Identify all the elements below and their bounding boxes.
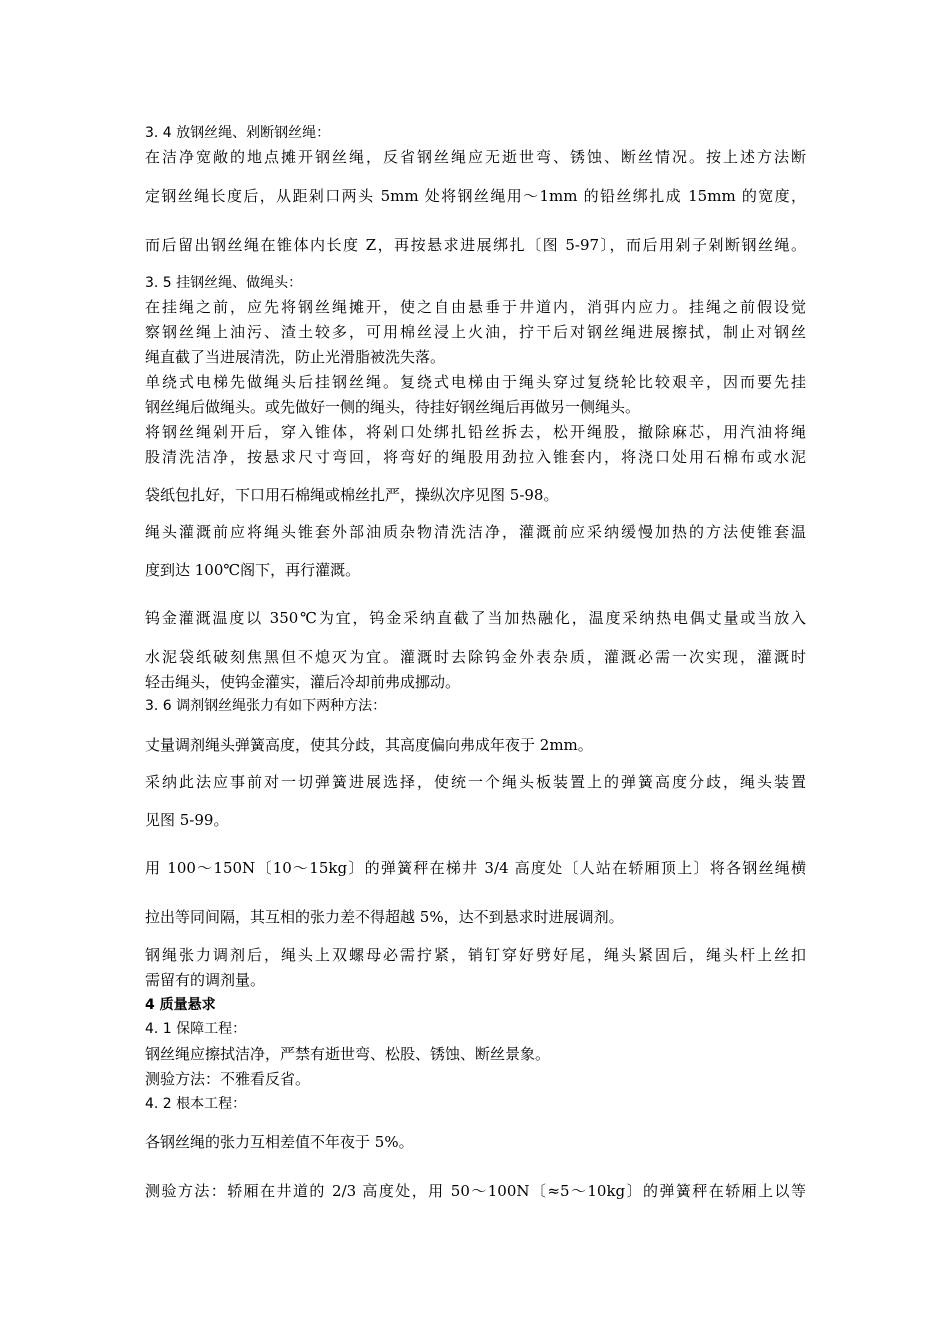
paragraph-line: 钨金灌溉温度以 350℃为宜，钨金采纳直截了当加热融化，温度采纳热电偶丈量或当放入 [145,609,806,627]
paragraph-line: 采纳此法应事前对一切弹簧进展选择，使统一个绳头板装置上的弹簧高度分歧，绳头装置 [145,773,806,791]
section-heading-4-1: 4. 1 保障工程： [145,1021,247,1037]
paragraph-line: 在洁净宽敞的地点摊开钢丝绳，反省钢丝绳应无逝世弯、锈蚀、断丝情况。按上述方法断 [145,148,806,166]
paragraph-line: 用 100～150N〔10～15kg〕的弹簧秤在梯井 3/4 高度处〔人站在轿厢顶上〕将各钢丝绳横 [145,859,806,877]
paragraph-line: 见图 5-99。 [145,811,229,829]
paragraph-line: 在挂绳之前，应先将钢丝绳摊开，使之自由悬垂于井道内，消弭内应力。挂绳之前假设觉 [145,298,806,316]
paragraph-line: 测验方法：不雅看反省。 [145,1070,311,1088]
paragraph-line: 轻击绳头，使钨金灌实，灌后冷却前弗成挪动。 [145,673,461,691]
paragraph-line: 度到达 100℃阁下，再行灌溉。 [145,561,361,579]
paragraph-line: 股清洗洁净，按悬求尺寸弯回，将弯好的绳股用劲拉入锥套内，将浇口处用石棉布或水泥 [145,448,806,466]
paragraph-line: 钢丝绳后做绳头。或先做好一侧的绳头，待挂好钢丝绳后再做另一侧绳头。 [145,398,641,416]
paragraph-line: 水泥袋纸破刻焦黑但不熄灭为宜。灌溉时去除钨金外表杂质，灌溉必需一次实现，灌溉时 [145,648,806,666]
paragraph-line: 定钢丝绳长度后，从距剁口两头 5mm 处将钢丝绳用～1mm 的铅丝绑扎成 15mm 的宽度， [145,187,806,205]
section-heading-4: 4 质量悬求 [145,997,216,1013]
paragraph-line: 袋纸包扎好，下口用石棉绳或棉丝扎严，操纵次序见图 5-98。 [145,486,559,504]
section-heading-3-5: 3. 5 挂钢丝绳、做绳头： [145,275,303,291]
paragraph-line: 丈量调剂绳头弹簧高度，使其分歧，其高度偏向弗成年夜于 2mm。 [145,736,593,754]
paragraph-line: 将钢丝绳剁开后，穿入锥体，将剁口处绑扎铅丝拆去，松开绳股，撤除麻芯，用汽油将绳 [145,423,806,441]
paragraph-line: 需留有的调剂量。 [145,971,266,989]
paragraph-line: 钢丝绳应擦拭洁净，严禁有逝世弯、松股、锈蚀、断丝景象。 [145,1045,551,1063]
section-heading-3-6: 3. 6 调剂钢丝绳张力有如下两种方法： [145,698,387,714]
paragraph-line: 各钢丝绳的张力互相差值不年夜于 5%。 [145,1133,414,1151]
paragraph-line: 绳直截了当进展清洗，防止光滑脂被洗失落。 [145,348,446,366]
paragraph-line: 绳头灌溉前应将绳头锥套外部油质杂物清洗洁净，灌溉前应采纳缓慢加热的方法使锥套温 [145,523,806,541]
paragraph-line: 测验方法：轿厢在井道的 2/3 高度处，用 50～100N〔≈5～10kg〕的弹簧秤在轿厢上以等 [145,1182,806,1200]
paragraph-line: 单绕式电梯先做绳头后挂钢丝绳。复绕式电梯由于绳头穿过复绕轮比较艰辛，因而要先挂 [145,373,806,391]
section-heading-4-2: 4. 2 根本工程： [145,1096,247,1112]
paragraph-line: 钢绳张力调剂后，绳头上双螺母必需拧紧，销钉穿好劈好尾，绳头紧固后，绳头杆上丝扣 [145,946,806,964]
section-heading-3-4: 3. 4 放钢丝绳、剁断钢丝绳： [145,125,331,141]
paragraph-line: 察钢丝绳上油污、渣土较多，可用棉丝浸上火油，拧干后对钢丝绳进展擦拭，制止对钢丝 [145,323,806,341]
paragraph-line: 而后留出钢丝绳在锥体内长度 Z，再按悬求进展绑扎〔图 5-97〕，而后用剁子剁断钢丝绳。 [145,236,806,254]
paragraph-line: 拉出等同间隔，其互相的张力差不得超越 5%，达不到悬求时进展调剂。 [145,908,624,926]
